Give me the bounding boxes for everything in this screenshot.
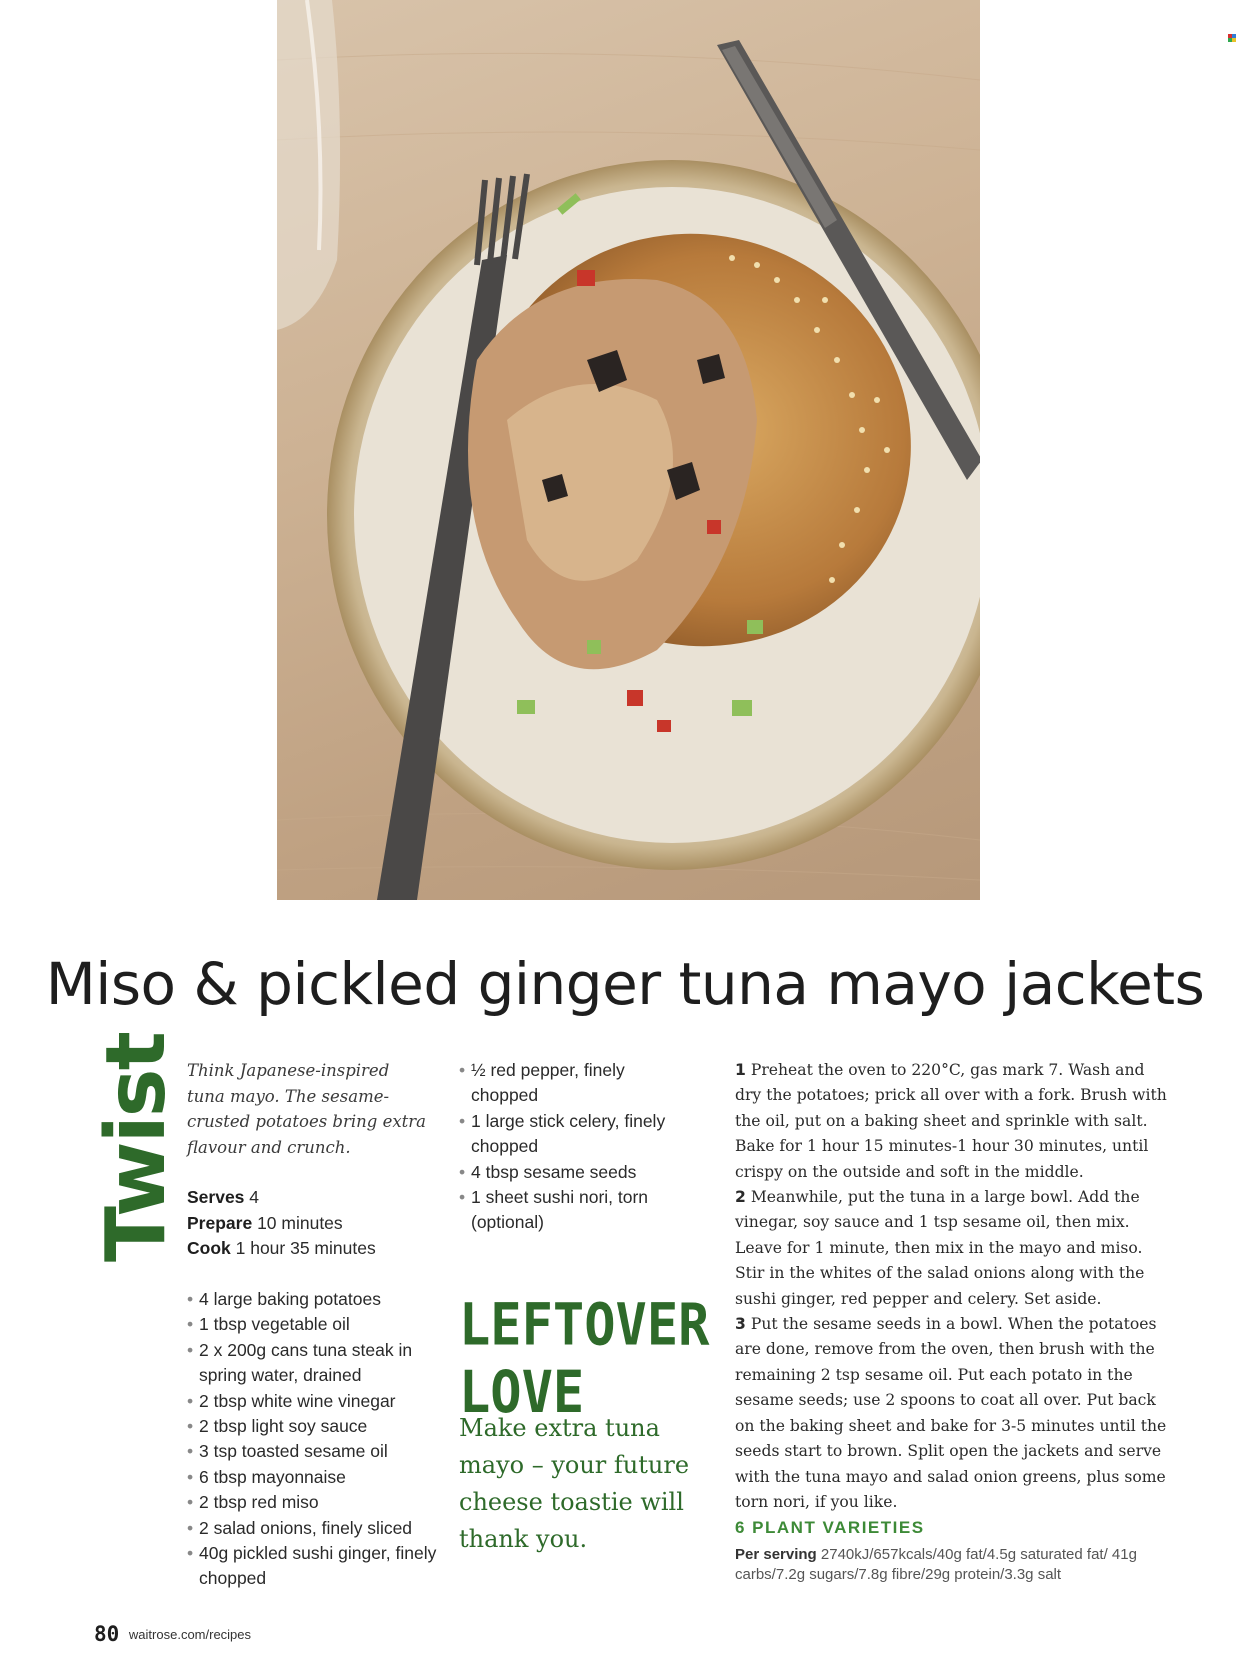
serves-row [187,1185,427,1211]
nutrition-label: Per serving [735,1546,817,1563]
ingredient-item: • 2 salad onions, finely sliced [187,1516,437,1541]
serves-label: Serves [187,1187,245,1207]
cook-label: Cook [187,1238,231,1258]
cook-row [187,1236,427,1262]
prepare-value: 10 minutes [257,1212,343,1233]
leftover-tip: Make extra tuna mayo – your future cheese toastie will thank you. [459,1414,690,1553]
method-steps [735,1058,1175,1515]
step-text: Meanwhile, put the tuna in a large bowl. Add the vinegar, soy sauce and 1 tsp sesame oil, then mix. Leave for 1 minute, then mix in the mayo and miso. Stir in the whites of the salad onions along with the sushi ginger, red pepper and celery. Set aside. [735,1188,1145,1308]
method-step [735,1185,1175,1312]
serves-value: 4 [249,1187,260,1207]
prepare-label: Prepare [187,1212,253,1233]
leftover-heading-line1: LEFTOVER [459,1292,710,1360]
ingredient-item: • 40g pickled sushi ginger, finely chopped [187,1541,437,1592]
page-number: 80 [94,1622,120,1646]
method-step [735,1058,1175,1185]
dish-illustration [277,0,980,900]
step-number: 1 [735,1061,746,1079]
ingredient-item: • ½ red pepper, finely chopped [459,1058,689,1109]
color-bar-icon [1228,34,1236,42]
nutrition-info [735,1545,1175,1584]
recipe-meta [187,1185,427,1262]
ingredient-item: • 4 tbsp sesame seeds [459,1160,689,1185]
ingredient-item: • 2 tbsp red miso [187,1490,437,1515]
ingredient-item: • 3 tsp toasted sesame oil [187,1439,437,1464]
ingredient-item: • 6 tbsp mayonnaise [187,1465,437,1490]
ingredients-list-middle [459,1058,689,1236]
ingredients-list-left [187,1287,437,1592]
category-label: Twist [89,1033,184,1262]
ingredient-item: • 1 large stick celery, finely chopped [459,1109,689,1160]
step-number: 3 [735,1315,746,1334]
step-number: 2 [735,1188,746,1207]
ingredient-item: • 1 sheet sushi nori, torn (optional) [459,1185,689,1236]
leftover-heading-line2: LOVE [459,1359,585,1427]
leftover-heading [459,1292,710,1427]
nutrition-values: 2740kJ/657kcals/40g fat/4.5g saturated fat/ 41g carbs/7.2g sugars/7.8g fibre/29g protein/3.3g salt [735,1546,1137,1583]
ingredient-item: • 1 tbsp vegetable oil [187,1312,437,1337]
recipe-title: Miso & pickled ginger tuna mayo jackets [45,950,1205,1018]
recipe-photo [277,0,980,900]
footer-site-link[interactable]: waitrose.com/recipes [128,1627,252,1642]
step-text: Put the sesame seeds in a bowl. When the potatoes are done, remove from the oven, then brush with the remaining 2 tsp sesame oil. Put each potato in the sesame seeds; use 2 spoons to coat all over. Put back on the baking sheet and bake for 3-5 minutes until the seeds start to brown. Split open the jackets and serve with the tuna mayo and salad onion greens, plus some torn nori, if you like. [735,1315,1167,1511]
step-text: Preheat the oven to 220°C, gas mark 7. Wash and dry the potatoes; prick all over with a fork. Brush with the oil, put on a baking sheet and sprinkle with salt. Bake for 1 hour 15 minutes-1 hour 30 minutes, until crispy on the outside and soft in the middle. [735,1061,1167,1181]
ingredient-item: • 2 x 200g cans tuna steak in spring water, drained [187,1338,437,1389]
ingredient-item: • 4 large baking potatoes [187,1287,437,1312]
ingredient-item: • 2 tbsp white wine vinegar [187,1389,437,1414]
page-footer [94,1622,251,1646]
cook-value: 1 hour 35 minutes [235,1238,376,1258]
recipe-intro: Think Japanese-inspired tuna mayo. The sesame-crusted potatoes bring extra flavour and crunch. [187,1061,427,1157]
plant-varieties-badge: 6 PLANT VARIETIES [735,1518,925,1537]
ingredient-item: • 2 tbsp light soy sauce [187,1414,437,1439]
prepare-row [187,1211,427,1237]
method-step [735,1312,1175,1515]
